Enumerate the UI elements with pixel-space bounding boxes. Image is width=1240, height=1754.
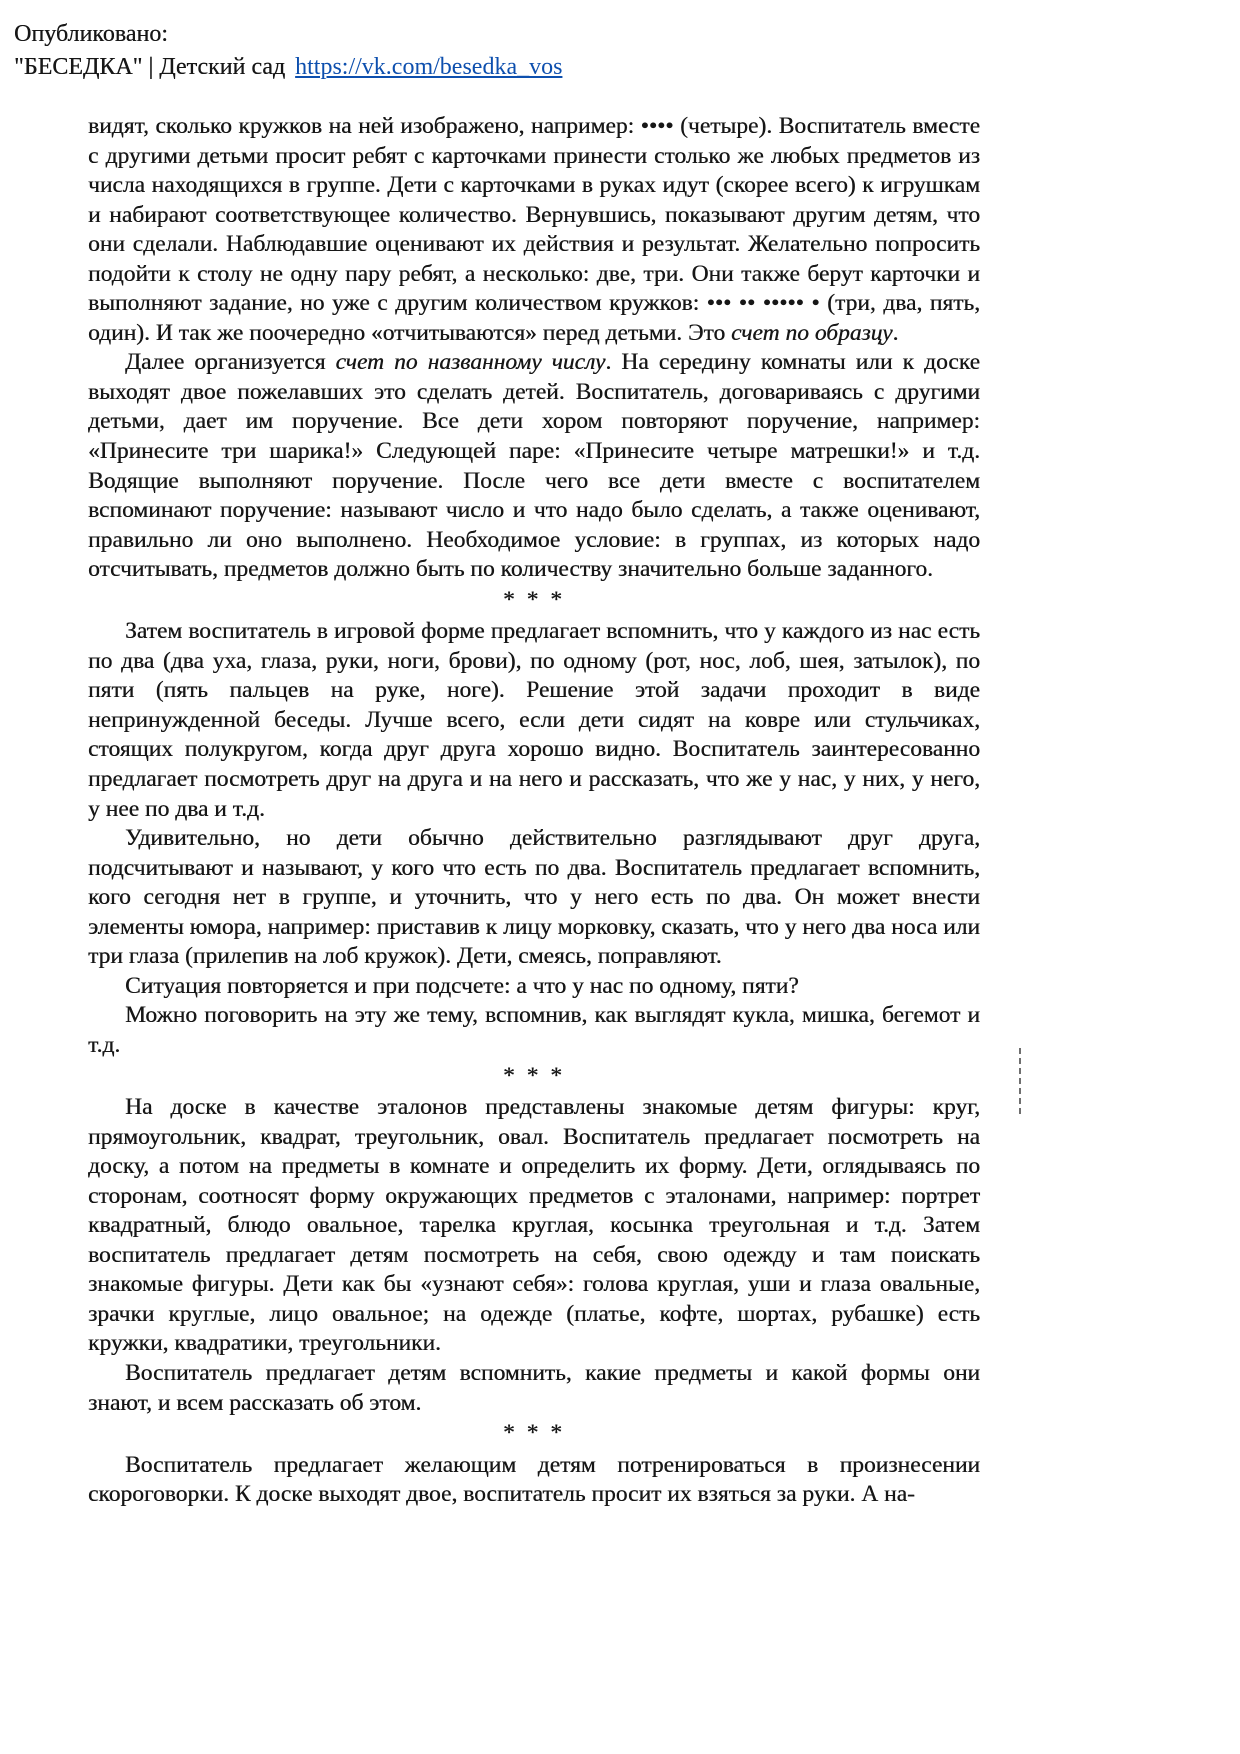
paragraph-3: Затем воспитатель в игровой форме предлагает вспомнить, что у каждого из нас есть по два (два уха, глаза, руки, ноги, брови), по одному (рот, нос, лоб, шея, затылок), по пяти (пять пальцев на руке, ноге). Решение этой задачи проходит в виде непринужденной беседы. Лучше всего, если дети сидят на ковре или стульчиках, стоящих полукругом, когда друг друга хорошо видно. Воспитатель заинтересованно предлагает посмотреть друг на друга и на него и рассказать, что же у нас, у них, у него, у нее по два и т.д. (88, 618, 980, 822)
section-separator: * * * (503, 1420, 565, 1447)
paragraph-1-italic-phrase: счет по образцу (731, 319, 893, 346)
document-body (88, 112, 980, 1510)
paragraph-6: Можно поговорить на эту же тему, вспомнив, как выглядят кукла, мишка, бегемот и т.д. (88, 1002, 980, 1058)
paragraph-2-start: Далее организуется (125, 349, 336, 376)
paragraph-1-text: видят, сколько кружков на ней изображено, например: •••• (четыре). Воспитатель вместе с другими детьми просит ребят с карточками принести столько же любых предметов из числа находящихся в группе. Дети с карточками в руках идут (скорее всего) к игрушкам и набирают соответствующее количество. Вернувшись, показывают другим детям, что они сделали. Наблюдавшие оценивают их действия и результат. Желательно попросить подойти к столу не одну пару ребят, а несколько: две, три. Они также берут карточки и выполняют задание, но уже с другим количеством кружков: ••• •• ••••• • (три, два, пять, один). И так же поочередно «отчитываются» перед детьми. Это (88, 113, 980, 346)
paragraph-4: Удивительно, но дети обычно действительно разглядывают друг друга, подсчитывают и называют, у кого что есть по два. Воспитатель предлагает вспомнить, кого сегодня нет в группе, и уточнить, что у него есть по два. Он может внести элементы юмора, например: приставив к лицу морковку, сказать, что у него два носа или три глаза (прилепив на лоб кружок). Дети, смеясь, поправляют. (88, 825, 980, 970)
source-link[interactable]: https://vk.com/besedka_vos (295, 54, 563, 80)
paragraph-9: Воспитатель предлагает желающим детям потренироваться в произнесении скороговорки. К доске выходят двое, воспитатель просит их взяться за руки. А на- (88, 1451, 980, 1508)
page-header (14, 18, 562, 84)
source-line (14, 51, 562, 84)
section-separator: * * * (503, 586, 565, 613)
paragraph-1-end: . (892, 319, 899, 346)
paragraph-5: Ситуация повторяется и при подсчете: а что у нас по одному, пяти? (125, 972, 799, 999)
paragraph-1 (88, 112, 980, 348)
paragraph-7: На доске в качестве эталонов представлены знакомые детям фигуры: круг, прямоугольник, квадрат, треугольник, овал. Воспитатель предлагает посмотреть на доску, а потом на предметы в комнате и определить их форму. Дети, оглядываясь по сторонам, соотносят форму окружающих предметов с эталонами, например: портрет квадратный, блюдо овальное, тарелка круглая, косынка треугольная и т.д. Затем воспитатель предлагает детям посмотреть на себя, свою одежду и там поискать знакомые фигуры. Дети как бы «узнают себя»: голова круглая, уши и глаза овальные, зрачки круглые, лицо овальное; на одежде (платье, кофте, шортах, рубашке) есть кружки, квадратики, треугольники. (88, 1094, 980, 1357)
paragraph-2-italic-phrase: счет по названному числу (335, 349, 606, 376)
scan-artifact-mark (1019, 1048, 1021, 1114)
paragraph-2-end: . На середину комнаты или к доске выходят двое пожелавших это сделать детей. Воспитатель, договариваясь с другими детьми, дает им поручение. Все дети хором повторяют поручение, например: «Принесите три шарика!» Следующей паре: «Принесите четыре матрешки!» и т.д. Водящие выполняют поручение. После чего все дети вместе с воспитателем вспоминают поручение: называют число и что надо было сделать, а также оценивают, правильно ли оно выполнено. Необходимое условие: в группах, из которых надо отсчитывать, предметов должно быть по количеству значительно больше заданного. (88, 349, 980, 583)
source-label: "БЕСЕДКА" | Детский сад (14, 54, 286, 80)
paragraph-8: Воспитатель предлагает детям вспомнить, какие предметы и какой формы они знают, и всем рассказать об этом. (88, 1359, 980, 1416)
section-separator: * * * (503, 1062, 565, 1089)
published-label: Опубликовано: (14, 21, 168, 47)
paragraph-2 (88, 348, 980, 584)
